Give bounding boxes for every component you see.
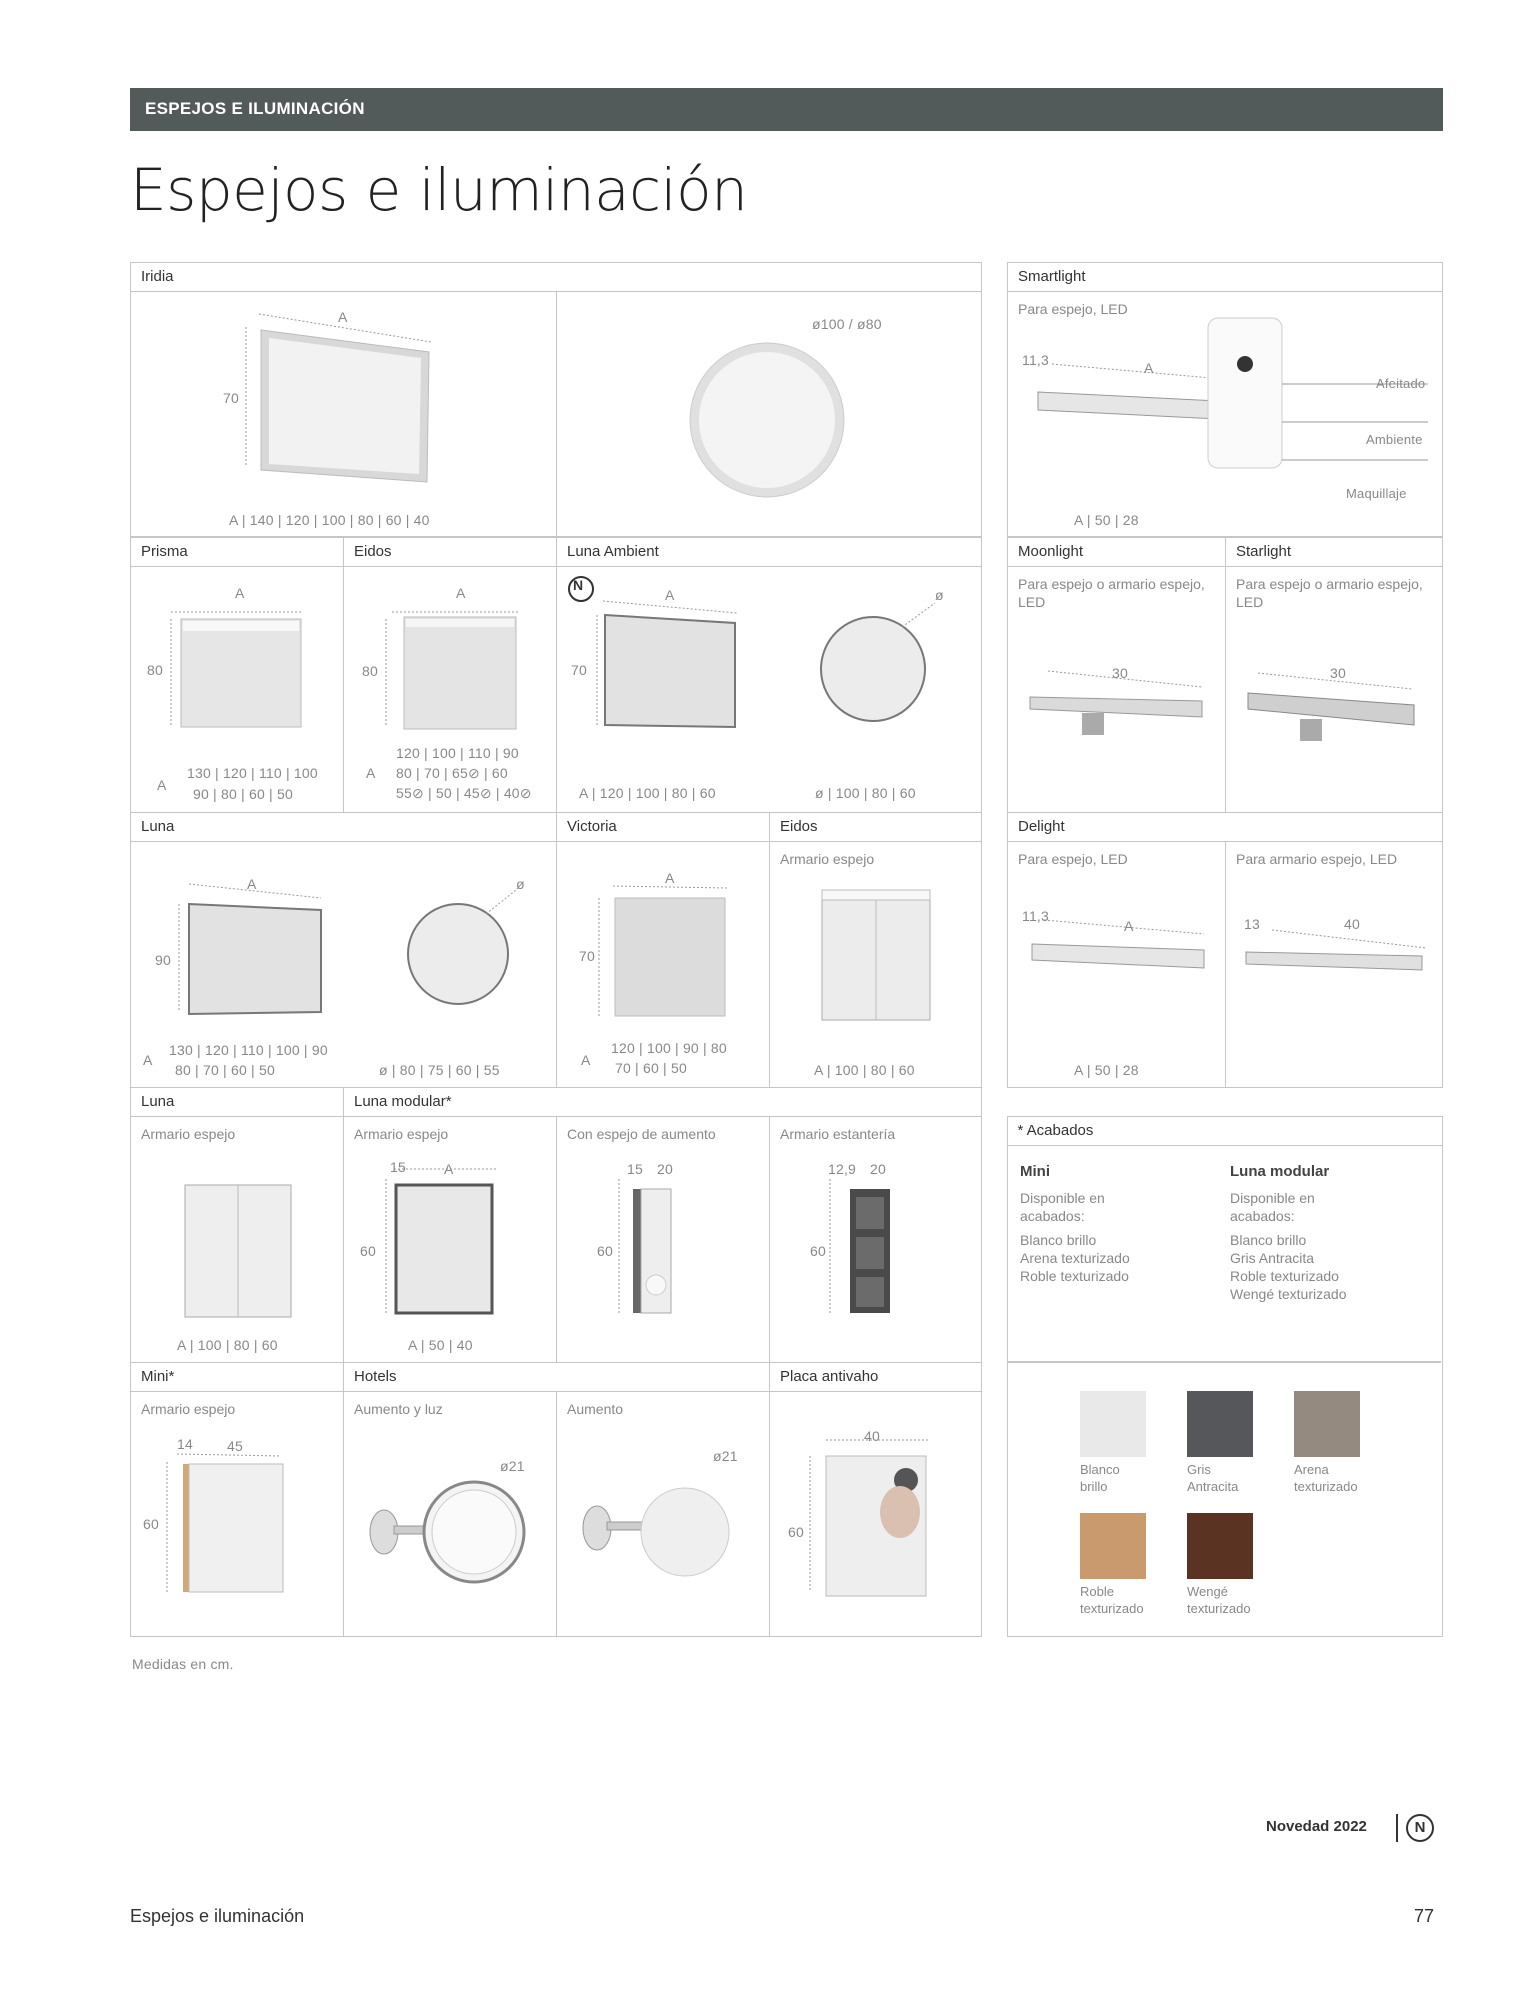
header-smartlight: Smartlight	[1007, 262, 1443, 292]
cell-eidos-cabinet: Armario espejo A | 100 | 80 | 60	[769, 841, 982, 1088]
header-victoria: Victoria	[556, 812, 770, 842]
novedad-badge: N	[1406, 1814, 1434, 1842]
luna-modular-shelf	[770, 1117, 983, 1364]
page-title: Espejos e iluminación	[130, 156, 748, 224]
cell-luna-cabinet: Armario espejo A | 100 | 80 | 60	[130, 1116, 344, 1363]
swatch-roble-texturizado	[1080, 1513, 1146, 1579]
new-badge: N	[573, 577, 584, 593]
luna-cabinet	[131, 1117, 345, 1364]
cell-hotels-light: Aumento y luz ø21	[343, 1391, 557, 1637]
novedad-label: Novedad 2022	[1266, 1818, 1367, 1835]
page-number: 77	[1414, 1906, 1435, 1926]
novedad-divider	[1396, 1814, 1398, 1842]
delight-mirror-lamp	[1008, 842, 1227, 1089]
cell-eidos: A 80 A 120 | 100 | 110 | 90 80 | 70 | 65⊘ | 60 55⊘ | 50 | 45⊘ | 40⊘	[343, 566, 557, 813]
header-iridia: Iridia	[130, 262, 982, 292]
cell-delight-cabinet: Para armario espejo, LED 13 40	[1225, 841, 1443, 1088]
cell-moonlight: Para espejo o armario espejo, LED 30	[1007, 566, 1226, 813]
cell-victoria: A 70 A 120 | 100 | 90 | 80 70 | 60 | 50	[556, 841, 770, 1088]
cell-iridia-round: ø100 / ø80	[556, 291, 982, 537]
smartlight-lamp	[1008, 292, 1444, 538]
cell-prisma: A 80 A 130 | 120 | 110 | 100 90 | 80 | 60 | 50	[130, 566, 344, 813]
footer-section: Espejos e iluminación	[130, 1906, 305, 1926]
cell-luna: A 90 ø A 130 | 120 | 110 | 100 | 90 80 | 70 | 60 | 50 ø | 80 | 75 | 60 | 55	[130, 841, 557, 1088]
cell-luna-modular-shelf: Armario estantería 12,9 20 60	[769, 1116, 982, 1363]
swatch-blanco-brillo	[1080, 1391, 1146, 1457]
header-mini: Mini*	[130, 1362, 344, 1392]
swatch-wenge-texturizado	[1187, 1513, 1253, 1579]
moonlight-lamp	[1008, 567, 1227, 814]
swatch-arena-texturizado	[1294, 1391, 1360, 1457]
delight-cabinet-lamp	[1226, 842, 1444, 1089]
luna-ambient-mirrors	[557, 567, 983, 814]
cell-mini: Armario espejo 14 45 60	[130, 1391, 344, 1637]
cell-hotels: Aumento ø21	[556, 1391, 770, 1637]
header-eidos: Eidos	[343, 537, 557, 567]
iridia-sizes: A | 140 | 120 | 100 | 80 | 60 | 40	[229, 512, 430, 528]
measures-note: Medidas en cm.	[132, 1656, 234, 1672]
cell-smartlight: Para espejo, LED 11,3 A Afeitado Ambiente Maquillaje A | 50 | 28	[1007, 291, 1443, 537]
mini-cabinet	[131, 1392, 345, 1638]
header-luna2: Luna	[130, 1087, 344, 1117]
eidos-cabinet	[770, 842, 983, 1089]
header-placa: Placa antivaho	[769, 1362, 982, 1392]
cell-luna-modular-cabinet: Armario espejo 15 A 60 A | 50 | 40	[343, 1116, 557, 1363]
hotels-magnifier-light	[344, 1392, 558, 1638]
header-hotels: Hotels	[343, 1362, 770, 1392]
cell-luna-modular-aumento: Con espejo de aumento 15 20 60	[556, 1116, 770, 1363]
luna-modular-magnify-cabinet	[557, 1117, 771, 1364]
cell-delight-mirror: Para espejo, LED 11,3 A A | 50 | 28	[1007, 841, 1226, 1088]
finishes-panel: * Acabados Mini Disponible en acabados: Blanco brillo Arena texturizado Roble texturizado Luna modular Disponible en acabados: Blanco brillo Gris Antracita Roble texturizado Wengé texturizado Blanco brillo Gris Antracita Arena texturizado Roble texturizado Wengé texturizado	[1007, 1116, 1443, 1637]
header-delight: Delight	[1007, 812, 1443, 842]
header-luna-ambient: Luna Ambient	[556, 537, 982, 567]
luna-modular-cabinet	[344, 1117, 558, 1364]
iridia-rect-mirror	[131, 292, 558, 538]
hotels-magnifier	[557, 1392, 771, 1638]
header-luna: Luna	[130, 812, 557, 842]
cell-luna-ambient: N A 70 ø A | 120 | 100 | 80 | 60 ø | 100 | 80 | 60	[556, 566, 982, 813]
header-luna-modular: Luna modular*	[343, 1087, 982, 1117]
header-eidos2: Eidos	[769, 812, 982, 842]
finishes-divider	[1008, 1361, 1441, 1363]
starlight-lamp	[1226, 567, 1444, 814]
swatch-gris-antracita	[1187, 1391, 1253, 1457]
header-moonlight: Moonlight	[1007, 537, 1226, 567]
header-starlight: Starlight	[1225, 537, 1443, 567]
finishes-title: * Acabados	[1007, 1116, 1443, 1146]
header-prisma: Prisma	[130, 537, 344, 567]
cell-iridia-rect: A 70 A | 140 | 120 | 100 | 80 | 60 | 40	[130, 291, 557, 537]
section-bar: ESPEJOS E ILUMINACIÓN	[130, 88, 1443, 131]
cell-placa: 40 60	[769, 1391, 982, 1637]
iridia-round-mirror	[557, 292, 983, 538]
cell-starlight: Para espejo o armario espejo, LED 30	[1225, 566, 1443, 813]
